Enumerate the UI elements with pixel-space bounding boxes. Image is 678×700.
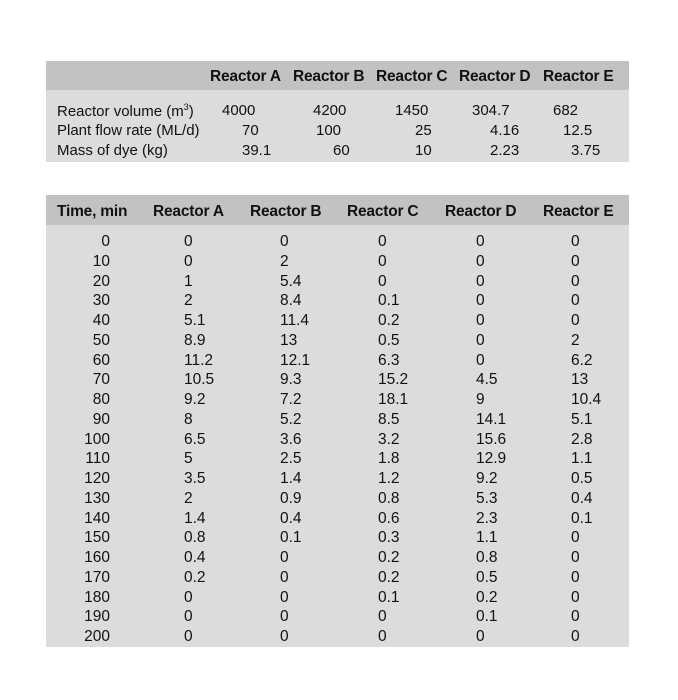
row-label: Reactor volume $(m^3)$ [57,102,194,120]
table-row [46,312,629,332]
reactor-b-cell: 0 [280,549,289,566]
header-reactor-e: Reactor E [543,203,614,220]
reactor-b-cell: 0.9 [280,489,302,507]
reactor-parameters-header [46,61,629,90]
cell-value: 1450 [395,102,429,119]
concentration-table [46,195,629,647]
reactor-b-cell: 0 [280,233,289,250]
reactor-b-cell: 5.2 [280,410,302,428]
table-row [46,510,629,530]
concentration-body [46,233,629,648]
reactor-e-cell: 0.5 [571,470,593,487]
reactor-e-cell: 6.2 [571,351,593,369]
reactor-c-cell: 0.2 [378,312,400,329]
reactor-d-cell: 0.5 [476,568,498,586]
table-row [46,332,629,352]
reactor-c-cell: 0 [378,233,387,250]
mass-of-dye-row [46,142,629,161]
reactor-a-cell: 8.9 [184,331,206,349]
table-row [46,628,629,648]
cell-value: 3.75 [571,142,601,159]
reactor-e-cell: 5.1 [571,410,593,428]
reactor-d-cell: 0.8 [476,549,498,566]
reactor-a-cell: 5 [184,450,193,468]
reactor-e-cell: 0 [571,549,580,566]
cell-value: 60 [333,142,350,159]
reactor-d-cell: 4.5 [476,371,498,389]
time-cell: 200 [84,628,110,645]
row-label: Plant flow rate (ML/d) [57,122,200,139]
reactor-c-cell: 0 [378,628,387,645]
reactor-b-cell: 0 [280,628,289,645]
reactor-e-cell: 0 [571,233,580,250]
header-reactor-b: Reactor B [293,68,365,85]
cell-value: 70 [242,122,259,139]
reactor-c-cell: 1.8 [378,450,400,468]
reactor-d-cell: 0 [476,252,485,270]
reactor-c-cell: 1.2 [378,470,400,487]
reactor-c-cell: 15.2 [378,371,409,389]
reactor-c-cell: 0 [378,272,387,290]
time-cell: 40 [92,312,110,329]
header-time: Time, min [57,203,128,220]
reactor-a-cell: 11.2 [184,351,214,369]
reactor-c-cell: 0.1 [378,588,400,606]
reactor-d-cell: 5.3 [476,489,498,507]
reactor-e-cell: 0.1 [571,509,593,527]
reactor-e-cell: 2.8 [571,430,593,448]
reactor-a-cell: 0 [184,233,193,250]
time-cell: 190 [84,608,110,626]
cell-value: 4.16 [490,122,520,139]
table-row [46,450,629,470]
reactor-d-cell: 0 [476,351,485,369]
reactor-c-cell: 8.5 [378,410,400,428]
reactor-a-cell: 10.5 [184,371,215,389]
reactor-a-cell: 1 [184,272,193,290]
time-cell: 0 [101,233,110,250]
reactor-b-cell: 2.5 [280,450,302,468]
reactor-e-cell: 0 [571,529,580,547]
table-row [46,608,629,628]
reactor-a-cell: 0 [184,252,193,270]
table-row [46,253,629,273]
table-row [46,431,629,451]
header-reactor-d: Reactor D [445,203,517,220]
table-row [46,391,629,411]
reactor-b-cell: 8.4 [280,292,302,310]
reactor-d-cell: 2.3 [476,509,498,527]
reactor-b-cell: 1.4 [280,470,302,487]
reactor-e-cell: 0.4 [571,489,593,507]
time-cell: 120 [84,470,110,487]
plant-flow-row [46,122,629,141]
concentration-header [46,195,629,225]
reactor-e-cell: 0 [571,608,580,626]
reactor-e-cell: 0 [571,628,580,645]
reactor-b-cell: 5.4 [280,272,302,290]
reactor-b-cell: 12.1 [280,351,311,369]
reactor-c-cell: 0.6 [378,509,400,527]
reactor-a-cell: 0.8 [184,529,206,547]
reactor-d-cell: 0 [476,292,485,310]
time-cell: 180 [84,588,110,606]
header-reactor-e: Reactor E [543,68,614,85]
reactor-b-cell: 7.2 [280,391,302,408]
reactor-d-cell: 9 [476,391,485,408]
header-reactor-d: Reactor D [459,68,531,85]
reactor-a-cell: 9.2 [184,391,206,408]
time-cell: 130 [84,489,110,507]
cell-value: 2.23 [490,142,520,159]
header-reactor-c: Reactor C [376,68,448,85]
reactor-a-cell: 6.5 [184,430,206,448]
reactor-b-cell: 0 [280,608,289,626]
reactor-c-cell: 0.1 [378,292,400,310]
time-cell: 70 [92,371,110,389]
cell-value: 10 [415,142,432,159]
header-reactor-b: Reactor B [250,203,322,220]
reactor-e-cell: 2 [571,331,580,349]
reactor-c-cell: 0.2 [378,568,400,586]
time-cell: 110 [85,450,110,468]
time-cell: 100 [84,430,110,448]
time-cell: 170 [84,568,110,586]
reactor-d-cell: 0 [476,312,485,329]
reactor-d-cell: 0 [476,233,485,250]
reactor-a-cell: 0 [184,588,193,606]
reactor-d-cell: 1.1 [476,529,498,547]
reactor-b-cell: 0.4 [280,509,302,527]
reactor-b-cell: 0 [280,568,289,586]
table-row [46,549,629,569]
table-row [46,569,629,589]
reactor-c-cell: 0.2 [378,549,400,566]
reactor-e-cell: 0 [571,252,580,270]
table-row [46,589,629,609]
reactor-b-cell: 9.3 [280,371,302,389]
time-cell: 50 [92,331,110,349]
header-reactor-a: Reactor A [153,203,224,220]
time-cell: 160 [84,549,110,566]
reactor-c-cell: 0 [378,252,387,270]
table-row [46,352,629,372]
table-row [46,292,629,312]
reactor-parameters-table [46,61,629,162]
reactor-e-cell: 10.4 [571,391,602,408]
reactor-a-cell: 2 [184,292,193,310]
reactor-c-cell: 0.3 [378,529,400,547]
table-row [46,411,629,431]
table-row [46,273,629,293]
table-row [46,233,629,253]
cell-value: 4200 [313,102,347,119]
table-row [46,529,629,549]
reactor-a-cell: 5.1 [184,312,206,329]
reactor-e-cell: 0 [571,312,580,329]
reactor-d-cell: 9.2 [476,470,498,487]
cell-value: 12.5 [563,122,593,139]
header-reactor-c: Reactor C [347,203,419,220]
reactor-d-cell: 12.9 [476,450,507,468]
cell-value: 100 [316,122,342,139]
reactor-d-cell: 0 [476,331,485,349]
reactor-a-cell: 3.5 [184,470,206,487]
reactor-a-cell: 0 [184,628,193,645]
reactor-a-cell: 0.2 [184,568,206,586]
table-row [46,490,629,510]
reactor-b-cell: 3.6 [280,430,302,448]
reactor-a-cell: 1.4 [184,509,206,527]
table-row [46,470,629,490]
reactor-c-cell: 0.5 [378,331,400,349]
reactor-d-cell: 0 [476,272,485,290]
cell-value: 25 [415,122,432,139]
time-cell: 60 [92,351,110,369]
time-cell: 20 [92,272,110,290]
time-cell: 90 [92,410,110,428]
reactor-d-cell: 0.1 [476,608,498,626]
reactor-a-cell: 0 [184,608,193,626]
reactor-a-cell: 2 [184,489,193,507]
reactor-d-cell: 14.1 [476,410,507,428]
reactor-c-cell: 6.3 [378,351,400,369]
reactor-e-cell: 13 [571,371,589,389]
reactor-b-cell: 0.1 [280,529,302,547]
reactor-b-cell: 2 [280,252,289,270]
reactor-e-cell: 0 [571,272,580,290]
reactor-volume-row [46,102,629,121]
header-reactor-a: Reactor A [210,68,281,85]
cell-value: 304.7 [472,102,510,119]
cell-value: 39.1 [242,142,272,159]
reactor-c-cell: 3.2 [378,430,400,448]
time-cell: 140 [84,509,110,527]
time-cell: 10 [92,252,110,270]
reactor-c-cell: 0.8 [378,489,400,507]
reactor-e-cell: 1.1 [571,450,593,468]
time-cell: 30 [92,292,110,310]
reactor-d-cell: 0.2 [476,588,498,606]
reactor-b-cell: 0 [280,588,289,606]
reactor-b-cell: 13 [280,331,298,349]
reactor-b-cell: 11.4 [280,312,310,329]
reactor-d-cell: 0 [476,628,485,645]
reactor-e-cell: 0 [571,292,580,310]
time-cell: 150 [84,529,110,547]
reactor-e-cell: 0 [571,588,580,606]
reactor-a-cell: 8 [184,410,193,428]
reactor-c-cell: 18.1 [378,391,409,408]
reactor-c-cell: 0 [378,608,387,626]
row-label: Mass of dye (kg) [57,142,168,159]
reactor-d-cell: 15.6 [476,430,507,448]
reactor-e-cell: 0 [571,568,580,586]
cell-value: 682 [553,102,579,119]
time-cell: 80 [92,391,110,408]
cell-value: 4000 [222,102,256,119]
table-row [46,371,629,391]
reactor-a-cell: 0.4 [184,549,206,566]
